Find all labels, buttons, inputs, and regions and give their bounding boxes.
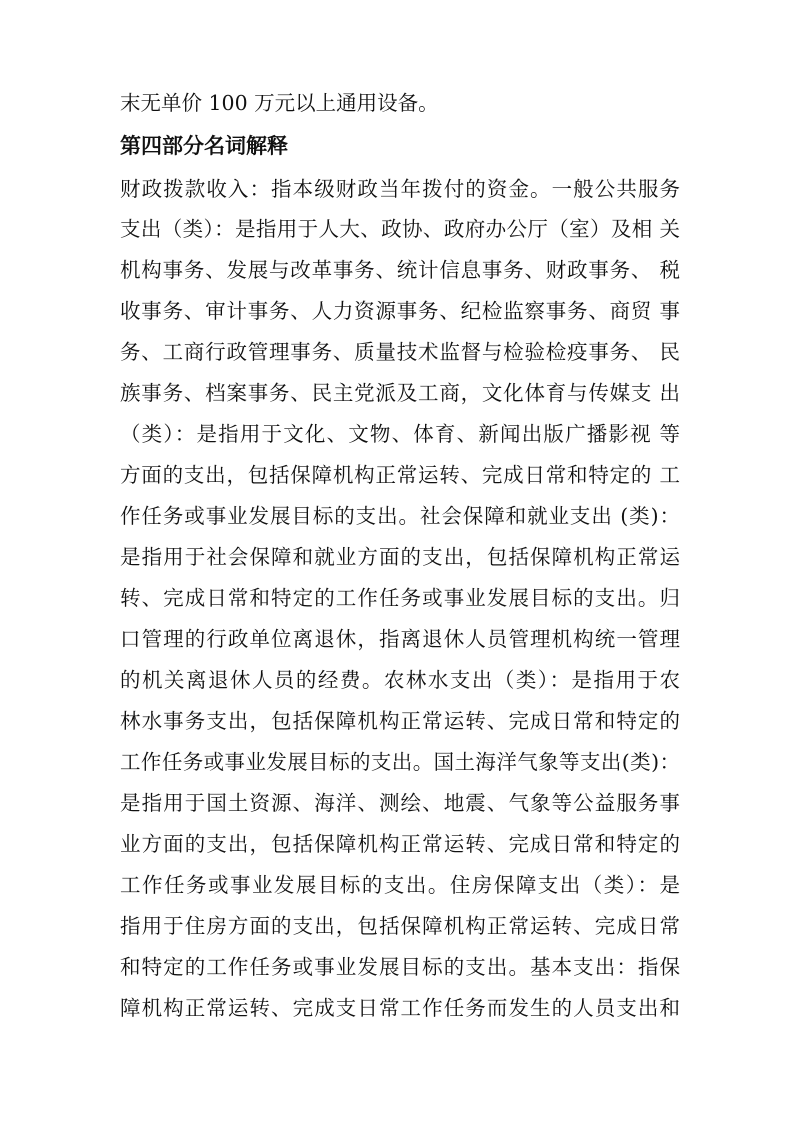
text-line-19: 业方面的支出，包括保障机构正常运转、完成日常和特定的 (120, 832, 680, 856)
text-line-17: 工作任务或事业发展目标的支出。国土海洋气象等支出(类)： (120, 750, 680, 774)
text-line-16: 林水事务支出，包括保障机构正常运转、完成日常和特定的 (120, 709, 680, 733)
text-line-15: 的机关离退休人员的经费。农林水支出（类）：是指用于农 (120, 668, 680, 692)
text-line-21: 指用于住房方面的支出，包括保障机构正常运转、完成日常 (120, 914, 680, 938)
text-line-1: 末无单价 100 万元以上通用设备。 (120, 91, 439, 115)
text-line-7: 务、工商行政管理事务、质量技术监督与检验检疫事务、 民 (120, 340, 680, 364)
text-line-5: 机构事务、发展与改革事务、统计信息事务、财政事务、 税 (120, 258, 680, 282)
text-line-12: 是指用于社会保障和就业方面的支出，包括保障机构正常运 (120, 545, 680, 569)
text-line-18: 是指用于国土资源、海洋、测绘、地震、气象等公益服务事 (120, 791, 680, 815)
text-line-10: 方面的支出，包括保障机构正常运转、完成日常和特定的 工 (120, 463, 680, 487)
text-line-4: 支出（类）：是指用于人大、政协、政府办公厅（室）及相 关 (120, 217, 680, 241)
text-line-22: 和特定的工作任务或事业发展目标的支出。基本支出：指保 (120, 955, 680, 979)
text-line-14: 口管理的行政单位离退休，指离退休人员管理机构统一管理 (120, 627, 680, 651)
text-line-13: 转、完成日常和特定的工作任务或事业发展目标的支出。归 (120, 586, 680, 610)
text-line-6: 收事务、审计事务、人力资源事务、纪检监察事务、商贸 事 (120, 299, 680, 323)
text-line-8: 族事务、档案事务、民主党派及工商，文化体育与传媒支 出 (120, 381, 680, 405)
text-line-9: （类）：是指用于文化、文物、体育、新闻出版广播影视 等 (120, 422, 680, 446)
text-line-11: 作任务或事业发展目标的支出。社会保障和就业支出 (类)： (120, 504, 680, 528)
text-line-23: 障机构正常运转、完成支日常工作任务而发生的人员支出和 (120, 996, 680, 1020)
section-heading: 第四部分名词解释 (120, 134, 288, 158)
text-line-3: 财政拨款收入：指本级财政当年拨付的资金。一般公共服务 (120, 177, 680, 201)
text-line-20: 工作任务或事业发展目标的支出。住房保障支出（类）：是 (120, 873, 680, 897)
